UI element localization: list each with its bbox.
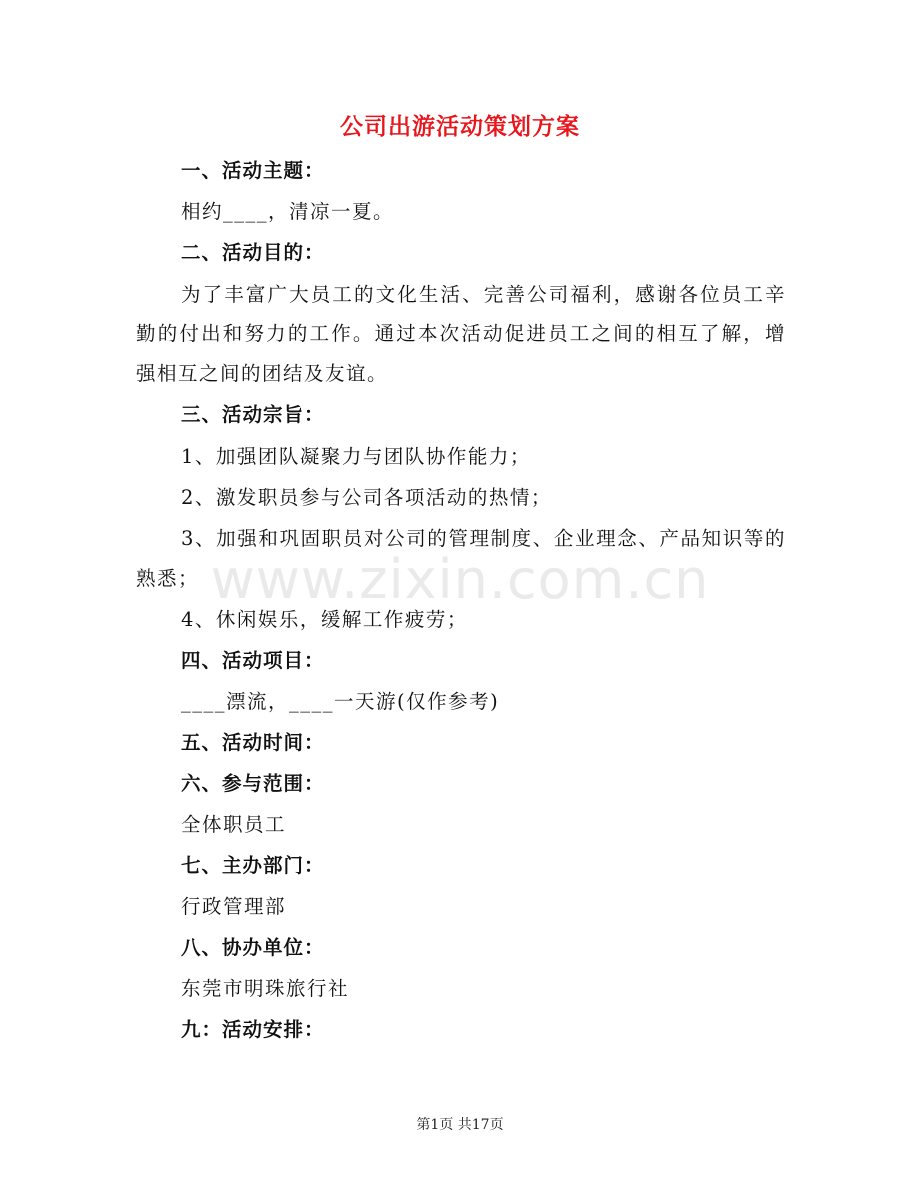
- project-text: ____漂流，____一天游(仅作参考): [181, 690, 500, 713]
- purpose-line-2: 勤的付出和努力的工作。通过本次活动促进员工之间的相互了解，增: [136, 322, 786, 345]
- section-heading-project: 四、活动项目：: [181, 649, 325, 672]
- page-indicator: 第1页 共17页: [416, 1117, 504, 1133]
- section-heading-co-organizer: 八、协办单位：: [181, 936, 325, 959]
- tenet-item-2: 2、激发职员参与公司各项活动的热情；: [181, 486, 552, 509]
- section-heading-scope: 六、参与范围：: [181, 772, 325, 795]
- tenet-item-3-line-2: 熟悉；: [136, 567, 200, 590]
- theme-text: 相约____，清凉一夏。: [181, 200, 395, 223]
- organizer-text: 行政管理部: [181, 895, 287, 918]
- co-organizer-text: 东莞市明珠旅行社: [181, 977, 350, 1000]
- section-heading-time: 五、活动时间：: [181, 731, 325, 754]
- section-heading-theme: 一、活动主题：: [181, 159, 325, 182]
- watermark: www.zixin.com.cn: [210, 548, 710, 611]
- purpose-line-1: 为了丰富广大员工的文化生活、完善公司福利，感谢各位员工辛: [181, 283, 786, 306]
- section-heading-organizer: 七、主办部门：: [181, 854, 325, 877]
- tenet-item-1: 1、加强团队凝聚力与团队协作能力；: [181, 445, 531, 468]
- scope-text: 全体职员工: [181, 813, 287, 836]
- purpose-line-3: 强相互之间的团结及友谊。: [136, 362, 389, 385]
- document-title: 公司出游活动策划方案: [340, 114, 580, 140]
- tenet-item-3-line-1: 3、加强和巩固职员对公司的管理制度、企业理念、产品知识等的: [181, 527, 786, 550]
- section-heading-purpose: 二、活动目的：: [181, 241, 325, 264]
- tenet-item-4: 4、休闲娱乐，缓解工作疲劳；: [181, 608, 468, 631]
- section-heading-arrangement: 九：活动安排：: [181, 1018, 325, 1041]
- section-heading-tenet: 三、活动宗旨：: [181, 403, 325, 426]
